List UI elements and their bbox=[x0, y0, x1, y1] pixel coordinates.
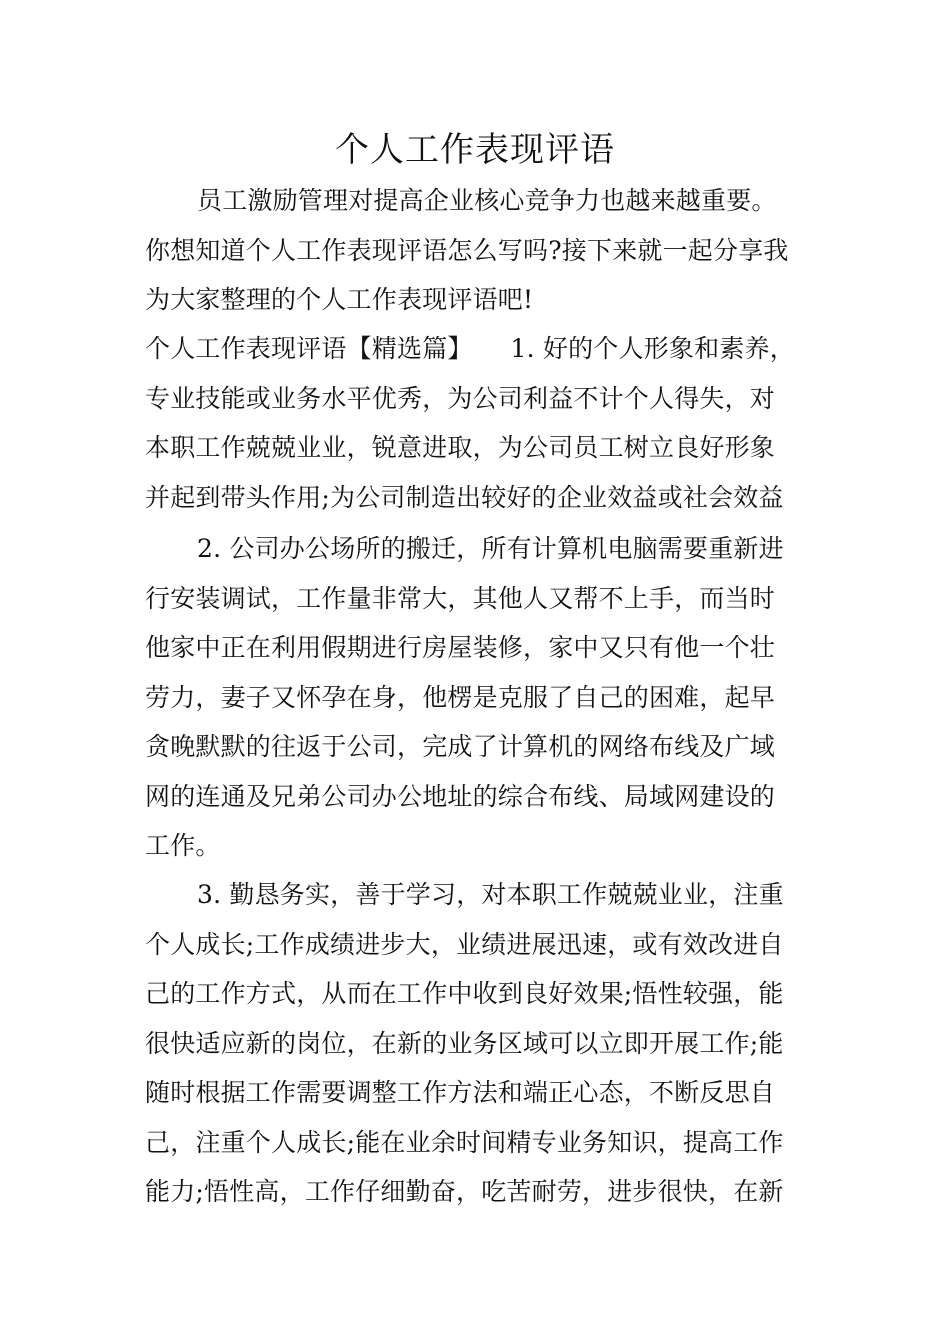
document-title: 个人工作表现评语 bbox=[335, 130, 615, 170]
text-line: 为大家整理的个人工作表现评语吧! bbox=[145, 285, 534, 314]
section-3-paragraph bbox=[145, 870, 815, 1217]
text-line: 个人工作表现评语【精选篇】 1. 好的个人形象和素养， bbox=[145, 334, 795, 363]
section-2-paragraph bbox=[145, 524, 815, 871]
text-line: 专业技能或业务水平优秀，为公司利益不计个人得失，对 bbox=[145, 383, 776, 413]
text-line: 很快适应新的岗位，在新的业务区域可以立即开展工作;能 bbox=[145, 1028, 784, 1058]
text-line: 2. 公司办公场所的搬迁，所有计算机电脑需要重新进 bbox=[197, 534, 784, 563]
text-line: 本职工作兢兢业业，锐意进取，为公司员工树立良好形象 bbox=[145, 433, 776, 462]
text-line: 员工激励管理对提高企业核心竞争力也越来越重要。 bbox=[197, 186, 777, 215]
text-line: 己的工作方式，从而在工作中收到良好效果;悟性较强，能 bbox=[145, 979, 784, 1008]
text-line: 并起到带头作用;为公司制造出较好的企业效益或社会效益 bbox=[145, 482, 784, 512]
text-line: 个人成长;工作成绩进步大，业绩进展迅速，或有效改进自 bbox=[145, 929, 784, 959]
text-line: 你想知道个人工作表现评语怎么写吗?接下来就一起分享我 bbox=[145, 235, 789, 265]
text-line: 他家中正在利用假期进行房屋装修，家中又只有他一个壮 bbox=[145, 633, 776, 662]
text-line: 工作。 bbox=[145, 831, 221, 860]
intro-paragraph bbox=[145, 176, 815, 325]
text-line: 随时根据工作需要调整工作方法和端正心态，不断反思自 bbox=[145, 1078, 776, 1107]
text-line: 贪晚默默的往返于公司，完成了计算机的网络布线及广域 bbox=[145, 732, 776, 761]
text-line: 己，注重个人成长;能在业余时间精专业务知识，提高工作 bbox=[145, 1127, 784, 1157]
text-line: 劳力，妻子又怀孕在身，他楞是克服了自己的困难，起早 bbox=[145, 682, 776, 712]
text-line: 3. 勤恳务实，善于学习，对本职工作兢兢业业，注重 bbox=[197, 880, 784, 909]
text-line: 行安装调试，工作量非常大，其他人又帮不上手，而当时 bbox=[145, 583, 776, 613]
text-line: 网的连通及兄弟公司办公地址的综合布线、局域网建设的 bbox=[145, 781, 776, 811]
text-line: 能力;悟性高，工作仔细勤奋，吃苦耐劳，进步很快，在新 bbox=[145, 1177, 784, 1206]
section-1-paragraph bbox=[145, 324, 815, 522]
